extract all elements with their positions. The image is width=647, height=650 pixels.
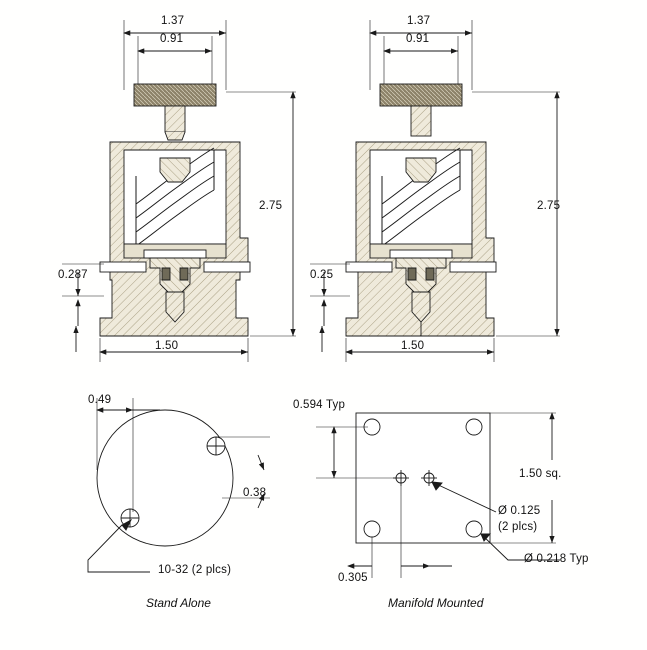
caption-manifold-mounted: Manifold Mounted: [388, 596, 484, 610]
dim-left-base-width: 1.50: [155, 340, 179, 352]
dim-hole-pitch-y: 0.594 Typ: [293, 399, 346, 411]
note-small-hole-dia: Ø 0.125: [498, 505, 541, 517]
dim-left-overall-height: 2.75: [259, 200, 283, 212]
note-large-hole-dia: Ø 0.218 Typ: [524, 553, 589, 565]
dim-right-base-offset: 0.25: [310, 269, 334, 281]
dim-right-base-width: 1.50: [401, 340, 425, 352]
caption-stand-alone: Stand Alone: [146, 596, 211, 610]
dim-port-offset-y: 0.38: [243, 487, 267, 499]
dim-square-size: 1.50 sq.: [519, 468, 562, 480]
dim-left-base-offset: 0.287: [58, 269, 88, 281]
dim-port-offset-x: 0.49: [88, 394, 112, 406]
dim-hole-offset-x: 0.305: [338, 572, 368, 584]
dim-right-overall-width: 1.37: [407, 15, 431, 27]
note-thread-10-32: 10-32 (2 plcs): [158, 564, 232, 576]
dim-right-knob-width: 0.91: [406, 33, 430, 45]
note-small-hole-qty: (2 plcs): [498, 521, 538, 533]
dim-left-knob-width: 0.91: [160, 33, 184, 45]
dim-right-overall-height: 2.75: [537, 200, 561, 212]
dim-left-overall-width: 1.37: [161, 15, 185, 27]
